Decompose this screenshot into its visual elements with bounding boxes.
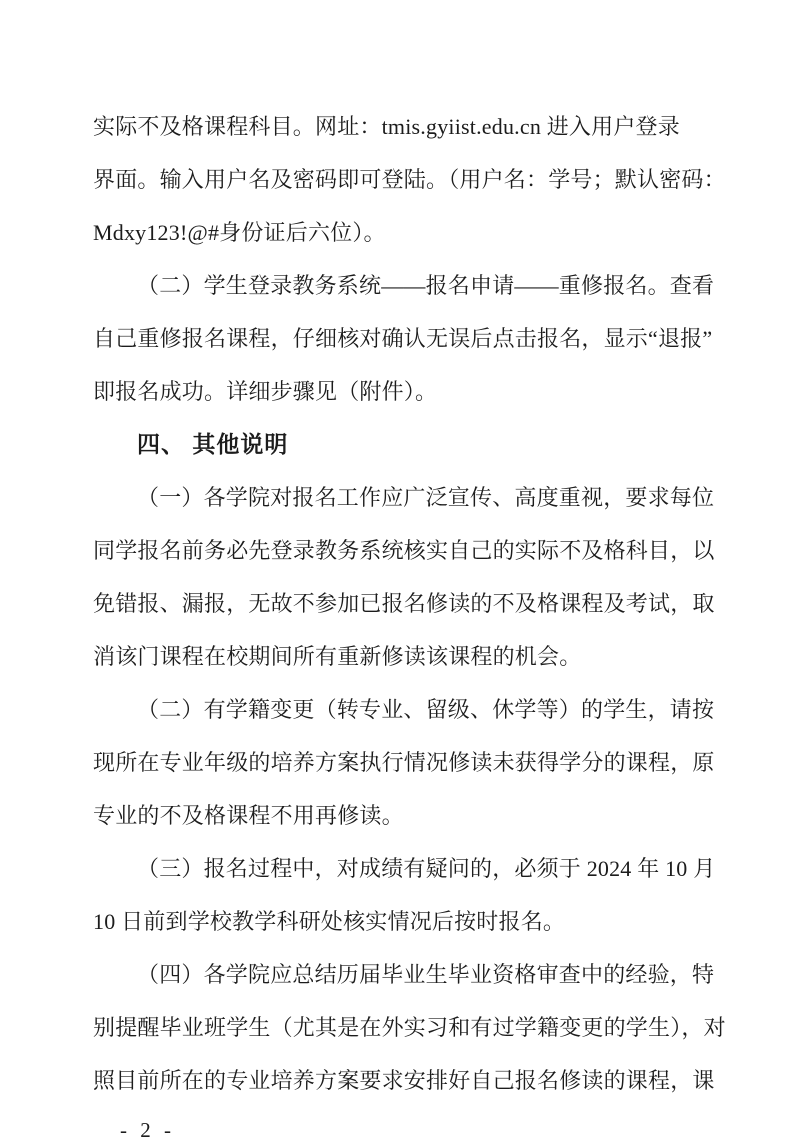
text-line: 10 日前到学校教学科研处核实情况后按时报名。 (93, 909, 566, 934)
paragraph-note-4 (93, 948, 726, 1107)
paragraph-note-2 (93, 683, 713, 842)
paragraph-item-2-login-steps (93, 259, 713, 418)
section-heading-other-notes (93, 418, 713, 471)
text-line: （二）学生登录教务系统——报名申请——重修报名。查看 (137, 273, 715, 298)
text-line: 专业的不及格课程不用再修读。 (93, 803, 404, 828)
page-number: - 2 - (120, 1118, 175, 1142)
text-line: 别提醒毕业班学生（尤其是在外实习和有过学籍变更的学生），对 (93, 1015, 726, 1040)
text-line: 消该门课程在校期间所有重新修读该课程的机会。 (93, 644, 582, 669)
text-line: 界面。输入用户名及密码即可登陆。（用户名：学号；默认密码： (93, 167, 726, 192)
text-line: （三）报名过程中，对成绩有疑问的，必须于 2024 年 10 月 (137, 856, 716, 881)
text-line: （四）各学院应总结历届毕业生毕业资格审查中的经验，特 (137, 962, 715, 987)
text-line: 免错报、漏报，无故不参加已报名修读的不及格课程及考试，取 (93, 591, 715, 616)
section-heading: 四、 其他说明 (137, 431, 289, 457)
text-line: 现所在专业年级的培养方案执行情况修读未获得学分的课程，原 (93, 750, 715, 775)
text-line: （二）有学籍变更（转专业、留级、休学等）的学生，请按 (137, 697, 715, 722)
paragraph-note-1 (93, 471, 713, 683)
text-line: 即报名成功。详细步骤见（附件）。 (93, 379, 438, 404)
text-line: Mdxy123!@#身份证后六位）。 (93, 220, 386, 245)
text-line: 照目前所在的专业培养方案要求安排好自己报名修读的课程，课 (93, 1068, 715, 1093)
paragraph-continued (93, 100, 726, 259)
paragraph-note-3 (93, 842, 716, 948)
text-line: （一）各学院对报名工作应广泛宣传、高度重视，要求每位 (137, 485, 715, 510)
text-line: 同学报名前务必先登录教务系统核实自己的实际不及格科目，以 (93, 538, 715, 563)
text-line: 自己重修报名课程，仔细核对确认无误后点击报名，显示“退报” (93, 326, 713, 351)
text-line: 实际不及格课程科目。网址：tmis.gyiist.edu.cn 进入用户登录 (93, 114, 680, 139)
